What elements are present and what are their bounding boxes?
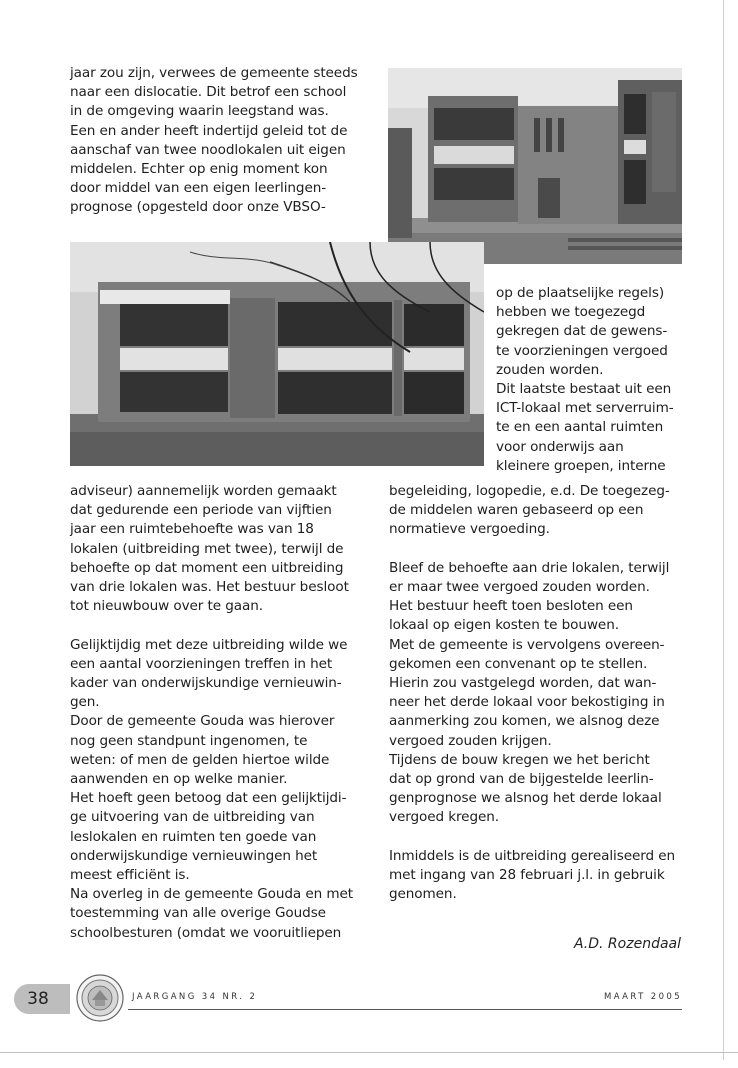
article-text-col2-mid: op de plaatselijke regels) hebben we toegezegd gekregen dat de gewens- te voorzieningen vergoed zouden worden. Dit laatste bestaat uit een ICT-lokaal met serverruim- te en een aantal ruimten voor onderwijs aan kleinere groepen, interne [496,285,674,474]
page-number: 38 [14,984,70,1014]
footer-divider [128,1009,682,1010]
school-photo-middle [70,242,484,466]
school-photo-top-right [388,68,682,264]
scan-border [0,1052,738,1053]
author-name: A.D. Rozendaal [573,936,681,952]
article-text-col1-top: jaar zou zijn, verwees de gemeente steeds naar een dislocatie. Dit betrof een school in de omgeving waarin leegstand was. Een en ander heeft indertijd geleid tot de aanschaf van twee noodlokalen uit eigen middelen. Echter op enig moment kon door middel van een eigen leerlingen- prognose (opgesteld door onze VBSO- [70,65,358,216]
article-text-col1-bottom: adviseur) aannemelijk worden gemaakt dat gedurende een periode van vijftien jaar een ruimtebehoefte was van 18 lokalen (uitbreiding met twee), terwijl de behoefte op dat moment een uitbreiding van drie lokalen was. Het bestuur besloot tot nieuwbouw over te gaan. Gelijktijdig met deze uitbreiding wilde we een aantal voorzieningen treffen in het kader van onderwijskundige vernieuwin- gen. Door de gemeente Gouda was hierover nog geen standpunt ingenomen, te weten: of men de gelden hiertoe wilde aanwenden en op welke manier. Het hoeft geen betoog dat een gelijktijdi- ge uitvoering van de uitbreiding van leslokalen en ruimten ten goede van onderwijskundige vernieuwingen het meest efficiënt is. Na overleg in de gemeente Gouda en met toestemming van alle overige Goudse schoolbesturen (omdat we vooruitliepen [70,483,354,941]
page-edge [723,0,724,1060]
seal-icon [76,974,124,1022]
school-building-image [388,68,682,264]
footer-date: MAART 2005 [603,992,682,1002]
emblem-seal [76,974,124,1022]
school-front-image [70,242,484,466]
article-text-col2-bottom: begeleiding, logopedie, e.d. De toegezeg- de middelen waren gebaseerd op een normatieve vergoeding. Bleef de behoefte aan drie lokalen, terwijl er maar twee vergoed zouden worden. Het bestuur heeft toen besloten een lokaal op eigen kosten te bouwen. Met de gemeente is vervolgens overeen- gekomen een convenant op te stellen. Hierin zou vastgelegd worden, dat wan- neer het derde lokaal voor bekostiging in aanmerking zou komen, we alsnog deze vergoed zouden krijgen. Tijdens de bouw kregen we het bericht dat op grond van de bijgestelde leerlin- genprognose we alsnog het derde lokaal vergoed kregen. Inmiddels is de uitbreiding gerealiseerd en met ingang van 28 februari j.l. in gebruik genomen. [389,483,676,903]
footer-volume: JAARGANG 34 NR. 2 [132,992,258,1002]
